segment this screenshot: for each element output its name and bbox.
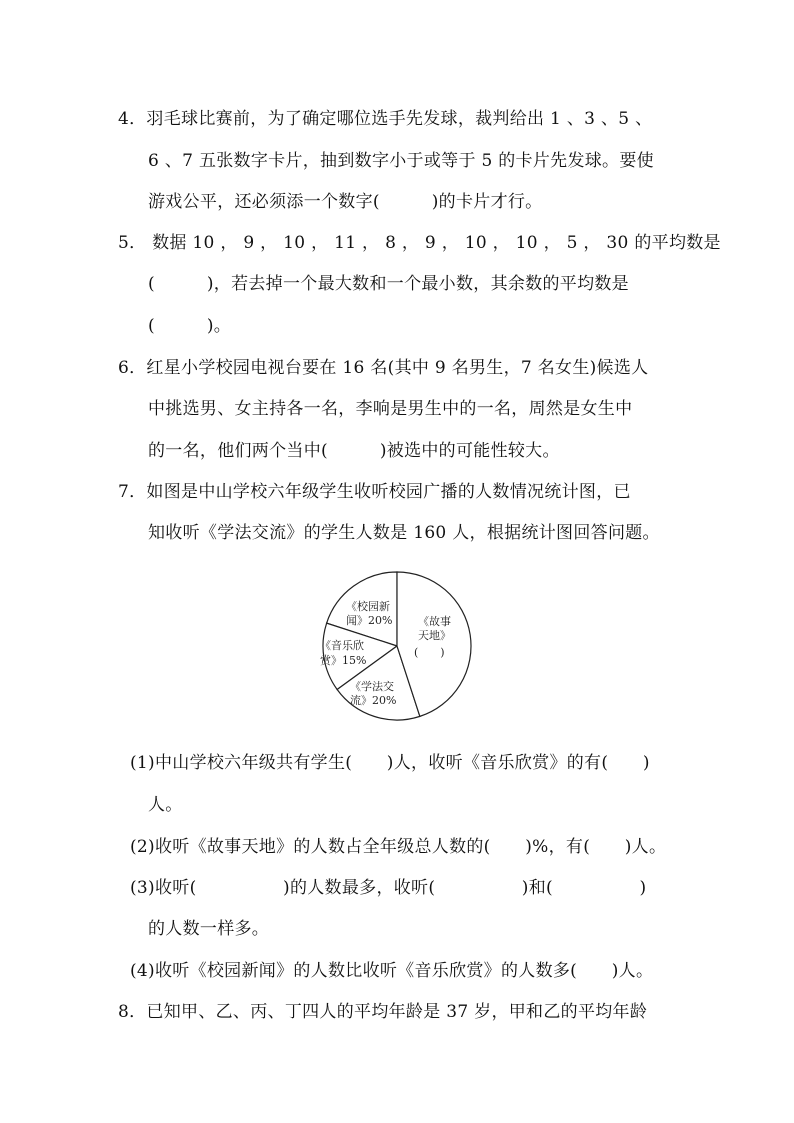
slice-label-news-2: 闻》20% [346,614,393,627]
question-5-line-1: 5． 数据 10 ， 9 ， 10 ， 11 ， 8 ， 9 ， 10 ， 10 ， 5 ， 30 的平均数是 [118,233,721,253]
question-4-line-2: 6 、7 五张数字卡片，抽到数字小于或等于 5 的卡片先发球。要使 [148,151,654,171]
question-6-line-3: 的一名，他们两个当中( )被选中的可能性较大。 [148,441,560,461]
slice-label-music-1: 《音乐欣 [320,639,364,652]
question-7-line-2: 知收听《学法交流》的学生人数是 160 人，根据统计图回答问题。 [148,523,660,543]
question-4-line-3: 游戏公平，还必须添一个数字( )的卡片才行。 [148,192,543,212]
slice-label-story-1: 《故事 [418,615,451,628]
slice-label-story-2: 天地》 [418,629,451,642]
slice-label-law-1: 《学法交 [350,680,394,693]
question-7-sub-3-line-2: 的人数一样多。 [148,919,270,939]
slice-label-news-1: 《校园新 [346,600,390,613]
question-6-line-1: 6．红星小学校园电视台要在 16 名(其中 9 名男生，7 名女生)候选人 [118,358,649,378]
question-8-line-1: 8．已知甲、乙、丙、丁四人的平均年龄是 37 岁，甲和乙的平均年龄 [118,1002,648,1022]
question-7-sub-2: (2)收听《故事天地》的人数占全年级总人数的( )%，有( )人。 [130,837,667,857]
slice-label-law-2: 流》20% [350,694,397,707]
question-7-sub-4: (4)收听《校园新闻》的人数比收听《音乐欣赏》的人数多( )人。 [130,961,654,981]
question-5-line-3: ( )。 [148,316,232,336]
question-7-sub-3-line-1: (3)收听( )的人数最多，收听( )和( ) [130,878,647,898]
question-5-line-2: ( )，若去掉一个最大数和一个最小数，其余数的平均数是 [148,274,629,294]
slice-label-music-2: 赏》15% [320,654,367,667]
question-4-line-1: 4．羽毛球比赛前，为了确定哪位选手先发球，裁判给出 1 、3 、5 、 [118,109,653,129]
question-7-sub-1-line-2: 人。 [148,795,183,815]
question-7-line-1: 7．如图是中山学校六年级学生收听校园广播的人数情况统计图，已 [118,482,631,502]
question-7-sub-1-line-1: (1)中山学校六年级共有学生( )人，收听《音乐欣赏》的有( ) [130,753,650,773]
slice-label-story-3: ( ) [414,646,445,659]
question-6-line-2: 中挑选男、女主持各一名，李响是男生中的一名，周然是女生中 [148,399,633,419]
pie-chart [314,568,480,724]
